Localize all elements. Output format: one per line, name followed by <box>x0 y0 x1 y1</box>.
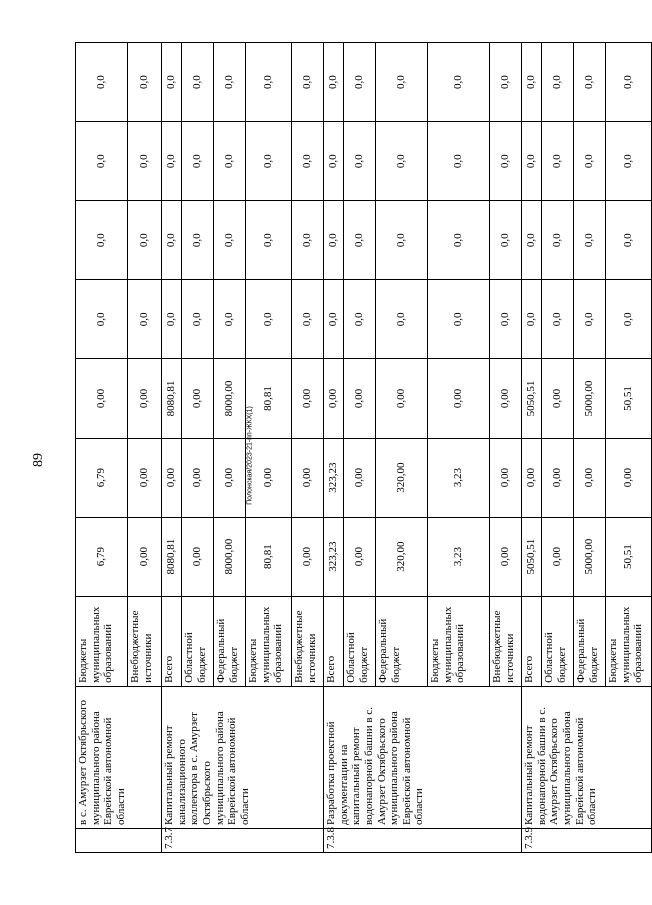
item-code: 7.3.9 <box>522 828 652 852</box>
value-cell: 3,23 <box>428 517 490 596</box>
value-cell: 0,0 <box>490 201 522 280</box>
value-cell: 0,0 <box>128 280 162 359</box>
value-cell: 0,0 <box>246 201 292 280</box>
funding-source: Бюджеты муниципальных образований <box>246 596 292 686</box>
value-cell: 0,0 <box>76 280 128 359</box>
funding-source: Внебюджетные источники <box>292 596 324 686</box>
value-cell: 0,0 <box>182 122 214 201</box>
value-cell: 0,0 <box>324 280 344 359</box>
value-cell: 0,0 <box>542 43 574 122</box>
value-cell: 0,0 <box>214 43 246 122</box>
value-cell: 0,00 <box>182 438 214 517</box>
value-cell: 0,0 <box>376 122 428 201</box>
value-cell: 0,00 <box>344 438 376 517</box>
value-cell: 0,0 <box>128 122 162 201</box>
value-cell: 0,0 <box>292 122 324 201</box>
value-cell: 0,00 <box>324 359 344 438</box>
value-cell: 0,0 <box>606 43 652 122</box>
value-cell: 0,0 <box>182 280 214 359</box>
item-name: Капитальный ремонт водонапорной башни в с. Амурзет Октябрьского муниципального района Еврейской автономной области <box>522 686 652 828</box>
value-cell: 0,0 <box>522 201 542 280</box>
value-cell: 80,81 <box>246 359 292 438</box>
value-cell: 0,0 <box>182 201 214 280</box>
value-cell: 0,0 <box>606 201 652 280</box>
value-cell: 0,0 <box>214 122 246 201</box>
table-row <box>522 43 542 853</box>
value-cell: 320,00 <box>376 438 428 517</box>
value-cell: 0,0 <box>428 122 490 201</box>
value-cell: 0,0 <box>324 201 344 280</box>
value-cell: 5000,00 <box>574 517 606 596</box>
value-cell: 0,00 <box>606 438 652 517</box>
value-cell: 0,0 <box>128 201 162 280</box>
value-cell: 0,00 <box>182 517 214 596</box>
value-cell: 0,0 <box>214 280 246 359</box>
value-cell: 0,0 <box>542 201 574 280</box>
funding-source: Областной бюджет <box>182 596 214 686</box>
value-cell: 0,00 <box>292 517 324 596</box>
value-cell: 0,00 <box>182 359 214 438</box>
value-cell: 0,0 <box>428 280 490 359</box>
value-cell: 0,0 <box>182 43 214 122</box>
value-cell: 0,00 <box>542 438 574 517</box>
value-cell: 0,0 <box>76 122 128 201</box>
value-cell: 0,0 <box>246 122 292 201</box>
item-code: 7.3.8 <box>324 828 522 852</box>
table-row <box>162 43 182 853</box>
value-cell: 0,0 <box>344 43 376 122</box>
funding-source: Федеральный бюджет <box>574 596 606 686</box>
value-cell: 0,0 <box>292 280 324 359</box>
value-cell: 0,0 <box>428 43 490 122</box>
value-cell: 5050,51 <box>522 517 542 596</box>
value-cell: 0,00 <box>344 359 376 438</box>
value-cell: 0,0 <box>76 43 128 122</box>
value-cell: 0,00 <box>128 438 162 517</box>
budget-table <box>75 42 652 853</box>
value-cell: 0,0 <box>376 43 428 122</box>
value-cell: 0,0 <box>76 201 128 280</box>
value-cell: 0,0 <box>542 122 574 201</box>
funding-source: Бюджеты муниципальных образований <box>606 596 652 686</box>
value-cell: 0,0 <box>522 43 542 122</box>
value-cell: 0,0 <box>162 122 182 201</box>
value-cell: 0,0 <box>522 280 542 359</box>
value-cell: 0,0 <box>376 280 428 359</box>
value-cell: 0,0 <box>574 43 606 122</box>
value-cell: 0,0 <box>162 43 182 122</box>
value-cell: 0,00 <box>428 359 490 438</box>
value-cell: 0,0 <box>606 122 652 201</box>
value-cell: 80,81 <box>246 517 292 596</box>
value-cell: 0,00 <box>292 359 324 438</box>
item-name: Разработка проектной документации на капитальный ремонт водонапорной башни в с. Амурзет Октябрьского муниципального района Еврейской автономной области <box>324 686 522 828</box>
value-cell: 0,0 <box>324 122 344 201</box>
value-cell: 0,0 <box>246 280 292 359</box>
value-cell: 0,00 <box>76 359 128 438</box>
funding-source: Федеральный бюджет <box>214 596 246 686</box>
value-cell: 0,0 <box>542 280 574 359</box>
funding-source: Всего <box>162 596 182 686</box>
document-code: Полонская/2023-21-пп-ЖКХ(1) <box>246 406 254 505</box>
value-cell: 6,79 <box>76 438 128 517</box>
value-cell: 0,00 <box>542 359 574 438</box>
value-cell: 0,0 <box>574 201 606 280</box>
value-cell: 0,0 <box>490 122 522 201</box>
value-cell: 0,0 <box>574 280 606 359</box>
value-cell: 0,00 <box>246 438 292 517</box>
value-cell: 8080,81 <box>162 517 182 596</box>
value-cell: 0,0 <box>324 43 344 122</box>
value-cell: 5000,00 <box>574 359 606 438</box>
value-cell: 0,0 <box>246 43 292 122</box>
value-cell: 0,00 <box>344 517 376 596</box>
value-cell: 0,0 <box>344 122 376 201</box>
value-cell: 0,00 <box>128 359 162 438</box>
item-code: 7.3.7 <box>162 828 324 852</box>
value-cell: 0,0 <box>292 201 324 280</box>
funding-source: Бюджеты муниципальных образований <box>428 596 490 686</box>
item-code <box>76 828 162 852</box>
table-container <box>75 42 645 853</box>
value-cell: 8000,00 <box>214 517 246 596</box>
value-cell: 0,00 <box>490 359 522 438</box>
item-name: Капитальный ремонт канализационного коллектора в с. Амурзет Октябрьского муниципального района Еврейской автономной области <box>162 686 324 828</box>
value-cell: 0,0 <box>606 280 652 359</box>
value-cell: 8080,81 <box>162 359 182 438</box>
value-cell: 3,23 <box>428 438 490 517</box>
value-cell: 323,23 <box>324 517 344 596</box>
funding-source: Внебюджетные источники <box>128 596 162 686</box>
value-cell: 0,00 <box>490 517 522 596</box>
value-cell: 0,00 <box>376 359 428 438</box>
value-cell: 320,00 <box>376 517 428 596</box>
value-cell: 0,00 <box>490 438 522 517</box>
value-cell: 0,0 <box>490 43 522 122</box>
funding-source: Областной бюджет <box>344 596 376 686</box>
value-cell: 0,00 <box>522 438 542 517</box>
value-cell: 0,0 <box>376 201 428 280</box>
value-cell: 0,0 <box>490 280 522 359</box>
value-cell: 8000,00 <box>214 359 246 438</box>
funding-source: Всего <box>324 596 344 686</box>
value-cell: 323,23 <box>324 438 344 517</box>
value-cell: 0,00 <box>292 438 324 517</box>
value-cell: 0,0 <box>292 43 324 122</box>
value-cell: 50,51 <box>606 359 652 438</box>
page-number: 89 <box>31 453 46 467</box>
value-cell: 0,0 <box>574 122 606 201</box>
value-cell: 0,00 <box>128 517 162 596</box>
value-cell: 0,0 <box>214 201 246 280</box>
value-cell: 5050,51 <box>522 359 542 438</box>
value-cell: 0,0 <box>128 43 162 122</box>
value-cell: 0,00 <box>574 438 606 517</box>
value-cell: 0,0 <box>162 201 182 280</box>
funding-source: Бюджеты муниципальных образований <box>76 596 128 686</box>
funding-source: Внебюджетные источники <box>490 596 522 686</box>
value-cell: 0,0 <box>344 280 376 359</box>
value-cell: 0,00 <box>542 517 574 596</box>
value-cell: 6,79 <box>76 517 128 596</box>
table-row <box>324 43 344 853</box>
funding-source: Всего <box>522 596 542 686</box>
value-cell: 0,0 <box>522 122 542 201</box>
value-cell: 0,00 <box>162 438 182 517</box>
value-cell: 50,51 <box>606 517 652 596</box>
funding-source: Федеральный бюджет <box>376 596 428 686</box>
value-cell: 0,0 <box>162 280 182 359</box>
funding-source: Областной бюджет <box>542 596 574 686</box>
value-cell: 0,0 <box>428 201 490 280</box>
value-cell: 0,00 <box>214 438 246 517</box>
value-cell: 0,0 <box>344 201 376 280</box>
table-row <box>76 43 128 853</box>
item-name: в с. Амурзет Октябрьского муниципального района Еврейской автономной области <box>76 686 162 828</box>
